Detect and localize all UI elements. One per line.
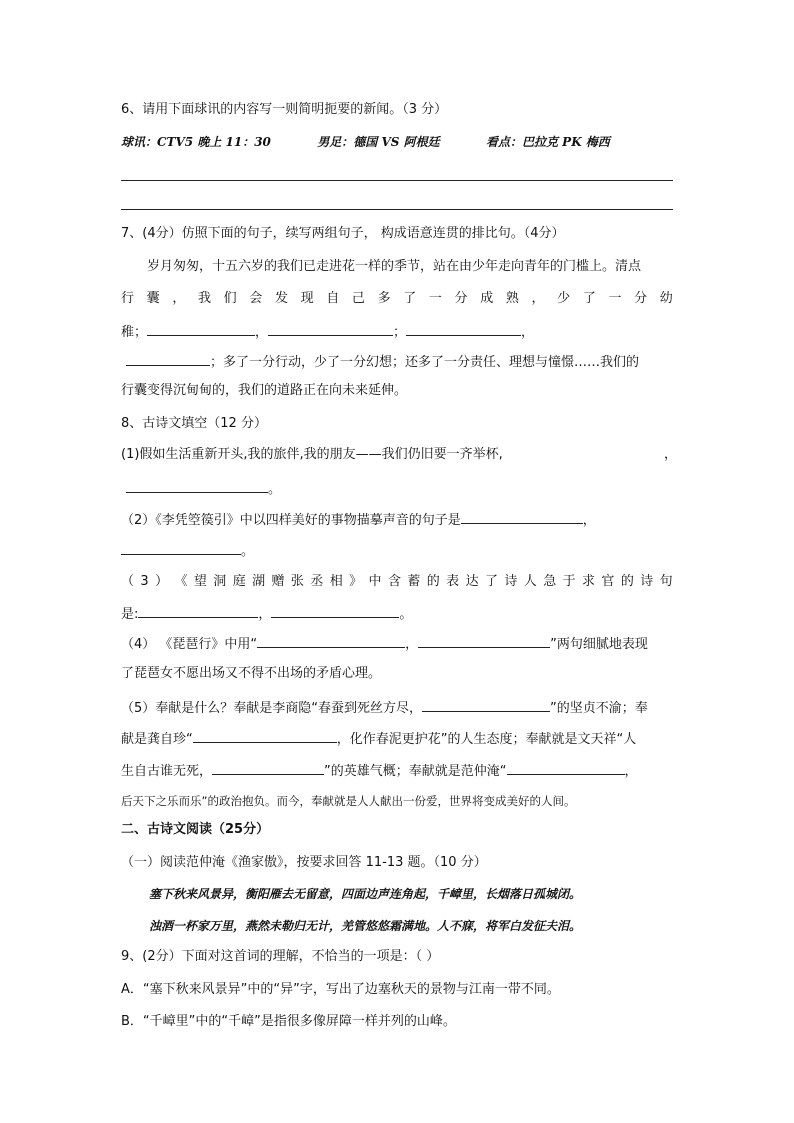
q8-s3: （ 3 ） 《 望 洞 庭 湖 赠 张 丞 相 》 中 含 蓄 的 表 达 了 诗 人 急 于 求 官 的 诗 句 [121,574,673,589]
q8-s1-tail: 。 [126,478,281,500]
q9-title: 9、(2分）下面对这首词的理解，不恰当的一项是：（ ） [121,949,440,964]
q8-title: 8、古诗文填空（12 分） [121,416,267,431]
q8-s2-tail: 。 [121,540,254,562]
q8-s5: （5）奉献是什么？奉献是李商隐“春蚕到死丝方尽， ”的坚贞不渝；奉 [121,697,648,719]
q6-info-time: 球讯：CTV5 晚上 11：30 [121,135,271,149]
q7-para-1: 岁月匆匆，十五六岁的我们已走进花一样的季节，站在由少年走向青年的门槛上。清点 [147,259,642,274]
poem-line-1: 塞下秋来风景异，衡阳雁去无留意，四面边声连角起，千嶂里，长烟落日孤城闭。 [149,887,582,901]
blank[interactable] [406,321,521,336]
blank[interactable] [418,633,550,648]
q8-s4: （4） 《琵琶行》中用“ ， ”两句细腻地表现 [121,633,648,655]
q8-s3-tail: 是: ， 。 [121,603,412,625]
section-2-title: 二、古诗文阅读（25分） [121,822,270,837]
q6-info-match: 男足：德国 VS 阿根廷 [317,135,440,149]
section-2-subtitle: （一）阅读范仲淹《渔家傲》，按要求回答 11-13 题。（10 分） [121,855,487,870]
q7-para-4: ；多了一分行动，少了一分幻想；还多了一分责任、理想与憧憬……我们的 [126,351,639,373]
blank[interactable] [126,351,210,366]
q9-option-b[interactable]: B．“千嶂里”中的“千嶂”是指很多像屏障一样并列的山峰。 [121,1014,456,1029]
q7-para-3: 稚； ， ； ， [121,321,534,343]
blank[interactable] [257,633,405,648]
q8-s5-line2: 献是龚自珍“ ，化作春泥更护花”的人生态度；奉献就是文天祥“人 [121,728,636,750]
answer-line-2[interactable] [121,209,673,210]
blank[interactable] [422,697,550,712]
q8-s4-line2: 了琵琶女不愿出场又不得不出场的矛盾心理。 [121,666,382,681]
q7-para-2: 行 囊 ， 我 们 会 发 现 自 己 多 了 一 分 成 熟 ， 少 了 一 分 幼 [121,291,673,306]
blank[interactable] [268,321,393,336]
blank[interactable] [507,760,625,775]
q8-s1: (1)假如生活重新开头,我的旅伴,我的朋友——我们仍旧要一齐举杯, [121,447,503,462]
blank[interactable] [212,760,324,775]
blank[interactable] [147,321,255,336]
q8-s2: （2）《李凭箜篌引》中以四样美好的事物描摹声音的句子是 ， [121,509,596,531]
q6-info-highlight: 看点：巴拉克 PK 梅西 [486,135,610,149]
blank[interactable] [126,478,268,493]
q7-para-5: 行囊变得沉甸甸的，我们的道路正在向未来延伸。 [121,383,408,398]
q9-option-a[interactable]: A．“塞下秋来风景异”中的“异”字，写出了边塞秋天的景物与江南一带不同。 [121,982,560,997]
q8-s5-line3: 生自古谁无死， ”的英雄气概；奉献就是范仲淹“ ， [121,760,638,782]
q6-info [121,132,610,152]
answer-line-1[interactable] [121,180,673,181]
blank[interactable] [461,509,583,524]
blank[interactable] [271,603,399,618]
blank[interactable] [138,603,258,618]
poem-line-2: 浊酒一杯家万里，燕然未勒归无计，羌管悠悠霜满地。人不寐，将军白发征夫泪。 [149,919,582,933]
q7-title: 7、(4分）仿照下面的句子，续写两组句子， 构成语意连贯的排比句。（4分） [121,226,565,241]
blank[interactable] [121,540,241,555]
q6-title: 6、请用下面球讯的内容写一则简明扼要的新闻。（3 分） [121,102,448,117]
q8-s1-end: ， [664,447,678,462]
blank[interactable] [193,728,337,743]
q8-s5-line4: 后天下之乐而乐”的政治抱负。而今，奉献就是人人献出一份爱，世界将变成美好的人间。 [121,794,576,808]
